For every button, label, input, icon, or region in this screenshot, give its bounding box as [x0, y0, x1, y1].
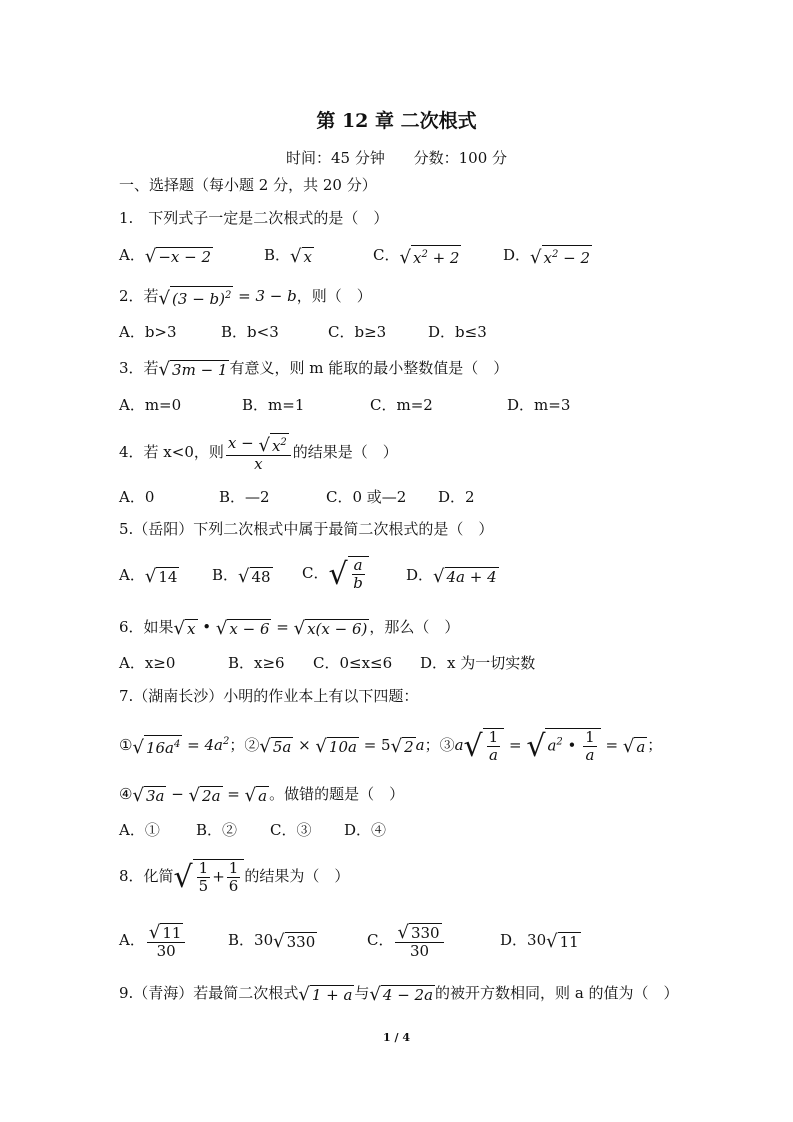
- question-4-stem: 4．若 x<0，则 x − √ $x^2$ x 的结果是（ ）: [119, 434, 398, 473]
- q8-option-a: A． √ 11 30: [119, 920, 187, 960]
- question-1-stem: 1. 下列式子一定是二次根式的是（ ）: [119, 209, 389, 227]
- q2-option-a: A．b>3: [119, 323, 177, 341]
- q8-option-c: C． √ 330 30: [367, 920, 446, 960]
- q5-option-a: A． √ 14: [119, 565, 178, 587]
- q7-items-1-3: ① √ $16a^4$ = $4a^2$；② √ 5a × √ 10a = 5 √ 2 a；③a √ $\frac{1}{a}$ = √ $a^2$ • $\frac{1}{a}$ = √ a ；: [119, 728, 663, 764]
- q8-option-d: D．30 √ 11: [500, 930, 579, 952]
- q2-option-b: B．b<3: [221, 323, 279, 341]
- q4-option-c: C．0 或—2: [326, 488, 407, 506]
- q1-option-b: B． √ x: [264, 245, 312, 267]
- time-limit: 时间：45 分钟: [285, 149, 385, 167]
- q4-option-b: B．—2: [219, 488, 270, 506]
- q1-option-c: C． √ $x^2 + 2$: [373, 246, 460, 268]
- q7-item-4: ④ √ 3a − √ 2a = √ a 。做错的题是（ ）: [119, 784, 405, 806]
- page-number: 1 / 4: [383, 1031, 410, 1044]
- q3-option-d: D．m=3: [507, 396, 571, 414]
- q5-option-c: C． √ $\frac{a}{b}$: [302, 553, 369, 593]
- question-9-stem: 9.（青海）若最简二次根式 √ 1 + a 与 √ 4 − 2a 的被开方数相同，则 a 的值为（ ）: [119, 983, 679, 1005]
- q3-option-c: C．m=2: [370, 396, 433, 414]
- total-score: 分数：100 分: [413, 149, 508, 167]
- q6-option-b: B．x≥6: [228, 654, 285, 672]
- q6-option-c: C．0≤x≤6: [313, 654, 393, 672]
- q6-option-a: A．x≥0: [119, 654, 176, 672]
- q8-option-b: B．30 √ 330: [228, 930, 316, 952]
- question-3-stem: 3．若 √ 3m − 1 有意义，则 m 能取的最小整数值是（ ）: [119, 358, 509, 380]
- question-6-stem: 6．如果 √ x • √ x − 6 = √ x(x − 6) ，那么（ ）: [119, 617, 460, 639]
- q3-option-b: B．m=1: [242, 396, 305, 414]
- q1-option-a: A． √ −x − 2: [119, 245, 212, 267]
- q7-option-b: B．②: [196, 821, 238, 839]
- q1-option-d: D． √ $x^2 - 2$: [503, 246, 591, 268]
- q5-option-d: D． √ 4a + 4: [406, 565, 497, 587]
- q7-option-a: A．①: [119, 821, 160, 839]
- q2-option-d: D．b≤3: [428, 323, 487, 341]
- question-7-stem: 7.（湖南长沙）小明的作业本上有以下四题：: [119, 687, 419, 705]
- q6-option-d: D．x 为一切实数: [420, 654, 536, 672]
- q2-option-c: C．b≥3: [328, 323, 387, 341]
- q7-option-c: C．③: [270, 821, 312, 839]
- q5-option-b: B． √ 48: [212, 565, 271, 587]
- q7-option-d: D．④: [344, 821, 387, 839]
- question-5-stem: 5.（岳阳）下列二次根式中属于最简二次根式的是（ ）: [119, 520, 494, 538]
- question-8-stem: 8．化简 √ $\frac{1}{5}$ + $\frac{1}{6}$ 的结果为（ ）: [119, 859, 350, 895]
- question-2-stem: 2．若 √ $(3 - b)^2$ = 3 − b，则（ ）: [119, 287, 372, 309]
- q4-option-a: A．0: [119, 488, 155, 506]
- q4-option-d: D．2: [438, 488, 475, 506]
- section-heading: 一、选择题（每小题 2 分，共 20 分）: [119, 176, 377, 194]
- exam-meta: [0, 147, 793, 168]
- page-title: 第 12 章 二次根式: [316, 110, 477, 132]
- q3-option-a: A．m=0: [119, 396, 182, 414]
